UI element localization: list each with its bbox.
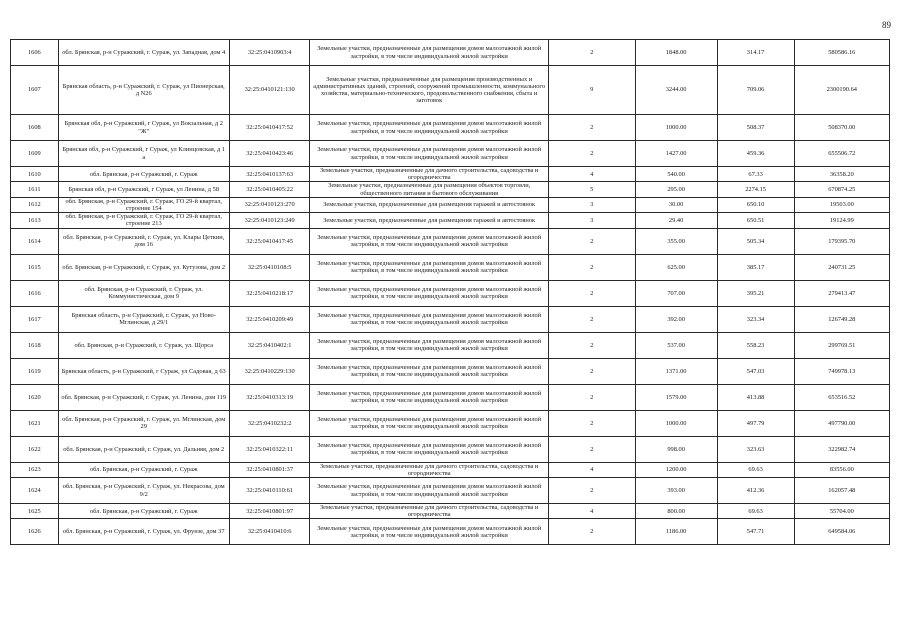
- area-cell: 800.00: [635, 504, 717, 519]
- row-number-cell: 1625: [11, 504, 59, 519]
- cadastral-value-cell: 162057.48: [794, 478, 889, 504]
- row-number-cell: 1619: [11, 358, 59, 384]
- cadastral-value-cell: 279413.47: [794, 280, 889, 306]
- cadastral-number-cell: 32:25:0410322:11: [229, 436, 310, 462]
- land-use-cell: Земельные участки, предназначенные для размещения домов малоэтажной жилой застройки, в том числе индивидуальной жилой застройки: [310, 115, 548, 141]
- row-number-cell: 1621: [11, 410, 59, 436]
- area-cell: 30.00: [635, 197, 717, 212]
- unit-price-cell: 547.71: [717, 519, 794, 545]
- table-row: [11, 66, 890, 115]
- address-cell: обл. Брянская, р-н Суражский, г. Сураж, ул. Кутузова, дом 2: [58, 254, 229, 280]
- table-row: [11, 40, 890, 66]
- table-row: [11, 197, 890, 212]
- land-use-cell: Земельные участки, предназначенные для размещения домов малоэтажной жилой застройки, в том числе индивидуальной жилой застройки: [310, 40, 548, 66]
- row-number-cell: 1618: [11, 332, 59, 358]
- table-row: [11, 384, 890, 410]
- row-number-cell: 1624: [11, 478, 59, 504]
- table-row: [11, 410, 890, 436]
- land-use-cell: Земельные участки, предназначенные для размещения производственных и административных зданий, строений, сооружений промышленности, коммунального хозяйства, материально-технического, продовольственного снабжения, сбыта и заготовок: [310, 66, 548, 115]
- area-cell: 625.00: [635, 254, 717, 280]
- row-number-cell: 1626: [11, 519, 59, 545]
- cadastral-number-cell: 32:25:0410123:270: [229, 197, 310, 212]
- table-row: [11, 280, 890, 306]
- category-code-cell: 3: [548, 213, 635, 228]
- cadastral-number-cell: 32:25:0410903:4: [229, 40, 310, 66]
- row-number-cell: 1611: [11, 182, 59, 197]
- cadastral-number-cell: 32:25:0410801:97: [229, 504, 310, 519]
- table-row: [11, 332, 890, 358]
- land-use-cell: Земельные участки, предназначенные для размещения домов малоэтажной жилой застройки, в том числе индивидуальной жилой застройки: [310, 436, 548, 462]
- address-cell: обл. Брянская, р-н Суражский, г. Сураж, ул. Мглинская, дом 29: [58, 410, 229, 436]
- area-cell: 1000.00: [635, 410, 717, 436]
- category-code-cell: 2: [548, 478, 635, 504]
- area-cell: 1848.00: [635, 40, 717, 66]
- cadastral-number-cell: 32:25:0410417:45: [229, 228, 310, 254]
- area-cell: 1579.00: [635, 384, 717, 410]
- land-register-table: [10, 39, 890, 545]
- land-use-cell: Земельные участки, предназначенные для дачного строительства, садоводства и огородничества: [310, 504, 548, 519]
- row-number-cell: 1623: [11, 462, 59, 477]
- cadastral-number-cell: 32:25:0410232:2: [229, 410, 310, 436]
- cadastral-value-cell: 126749.28: [794, 306, 889, 332]
- row-number-cell: 1612: [11, 197, 59, 212]
- table-row: [11, 519, 890, 545]
- category-code-cell: 2: [548, 384, 635, 410]
- cadastral-number-cell: 32:25:0410137:63: [229, 167, 310, 182]
- category-code-cell: 2: [548, 228, 635, 254]
- table-row: [11, 213, 890, 228]
- area-cell: 1371.00: [635, 358, 717, 384]
- land-use-cell: Земельные участки, предназначенные для размещения домов малоэтажной жилой застройки, в том числе индивидуальной жилой застройки: [310, 254, 548, 280]
- area-cell: 393.00: [635, 478, 717, 504]
- cadastral-value-cell: 649584.06: [794, 519, 889, 545]
- row-number-cell: 1616: [11, 280, 59, 306]
- cadastral-value-cell: 240731.25: [794, 254, 889, 280]
- table-row: [11, 462, 890, 477]
- area-cell: 1186.00: [635, 519, 717, 545]
- cadastral-value-cell: 179395.70: [794, 228, 889, 254]
- land-use-cell: Земельные участки, предназначенные для размещения домов малоэтажной жилой застройки, в том числе индивидуальной жилой застройки: [310, 384, 548, 410]
- table-body: [11, 40, 890, 545]
- cadastral-value-cell: 580586.16: [794, 40, 889, 66]
- cadastral-number-cell: 32:25:0410801:37: [229, 462, 310, 477]
- cadastral-number-cell: 32:25:0410110:61: [229, 478, 310, 504]
- table-row: [11, 504, 890, 519]
- address-cell: Брянская обл, р-н Суражский, г Сураж, ул Клинцовская, д 1 а: [58, 141, 229, 167]
- unit-price-cell: 709.06: [717, 66, 794, 115]
- table-row: [11, 115, 890, 141]
- land-use-cell: Земельные участки, предназначенные для дачного строительства, садоводства и огородничества: [310, 462, 548, 477]
- cadastral-number-cell: 32:25:0410402:1: [229, 332, 310, 358]
- unit-price-cell: 395.21: [717, 280, 794, 306]
- category-code-cell: 2: [548, 358, 635, 384]
- unit-price-cell: 412.36: [717, 478, 794, 504]
- land-use-cell: Земельные участки, предназначенные для размещения домов малоэтажной жилой застройки, в том числе индивидуальной жилой застройки: [310, 478, 548, 504]
- address-cell: обл. Брянская, р-н Суражский, г. Сураж, ул. Щорса: [58, 332, 229, 358]
- category-code-cell: 2: [548, 436, 635, 462]
- row-number-cell: 1606: [11, 40, 59, 66]
- cadastral-value-cell: 655506.72: [794, 141, 889, 167]
- category-code-cell: 2: [548, 40, 635, 66]
- address-cell: обл. Брянская, р-н Суражский, г. Сураж, ул. Клары Цеткин, дом 16: [58, 228, 229, 254]
- cadastral-number-cell: 32:25:0410313:19: [229, 384, 310, 410]
- address-cell: обл. Брянская, р-н Суражский, г. Сураж, ГО 29-й квартал, строение 154: [58, 197, 229, 212]
- row-number-cell: 1617: [11, 306, 59, 332]
- land-use-cell: Земельные участки, предназначенные для размещения домов малоэтажной жилой застройки, в том числе индивидуальной жилой застройки: [310, 141, 548, 167]
- unit-price-cell: 505.34: [717, 228, 794, 254]
- table-row: [11, 306, 890, 332]
- address-cell: обл. Брянская, р-н Суражский, г. Сураж, ул. Ленина, дом 119: [58, 384, 229, 410]
- address-cell: Брянская обл, р-н Суражский, г Сураж, ул Ленина, д 58: [58, 182, 229, 197]
- unit-price-cell: 650.51: [717, 213, 794, 228]
- cadastral-value-cell: 749978.13: [794, 358, 889, 384]
- unit-price-cell: 508.37: [717, 115, 794, 141]
- cadastral-value-cell: 36358.20: [794, 167, 889, 182]
- category-code-cell: 4: [548, 462, 635, 477]
- cadastral-number-cell: 32:25:0410405:22: [229, 182, 310, 197]
- category-code-cell: 4: [548, 167, 635, 182]
- area-cell: 355.00: [635, 228, 717, 254]
- category-code-cell: 3: [548, 197, 635, 212]
- address-cell: Брянская область, р-н Суражский, г. Сураж, ул Пионерская, д N26: [58, 66, 229, 115]
- row-number-cell: 1614: [11, 228, 59, 254]
- table-row: [11, 182, 890, 197]
- unit-price-cell: 385.17: [717, 254, 794, 280]
- category-code-cell: 2: [548, 306, 635, 332]
- land-use-cell: Земельные участки, предназначенные для размещения объектов торговли, общественного питания и бытового обслуживания: [310, 182, 548, 197]
- cadastral-value-cell: 497790.00: [794, 410, 889, 436]
- address-cell: обл. Брянская, р-н Суражский, г. Сураж: [58, 167, 229, 182]
- unit-price-cell: 323.34: [717, 306, 794, 332]
- cadastral-number-cell: 32:25:0410209:49: [229, 306, 310, 332]
- table-row: [11, 478, 890, 504]
- row-number-cell: 1610: [11, 167, 59, 182]
- row-number-cell: 1620: [11, 384, 59, 410]
- cadastral-value-cell: 299769.51: [794, 332, 889, 358]
- cadastral-number-cell: 32:25:0410121:130: [229, 66, 310, 115]
- land-use-cell: Земельные участки, предназначенные для дачного строительства, садоводства и огородничества: [310, 167, 548, 182]
- unit-price-cell: 2274.15: [717, 182, 794, 197]
- area-cell: 3244.00: [635, 66, 717, 115]
- category-code-cell: 2: [548, 254, 635, 280]
- area-cell: 537.00: [635, 332, 717, 358]
- cadastral-number-cell: 32:25:0410108:5: [229, 254, 310, 280]
- cadastral-value-cell: 322982.74: [794, 436, 889, 462]
- table-row: [11, 436, 890, 462]
- land-use-cell: Земельные участки, предназначенные для размещения домов малоэтажной жилой застройки, в том числе индивидуальной жилой застройки: [310, 280, 548, 306]
- unit-price-cell: 497.79: [717, 410, 794, 436]
- unit-price-cell: 314.17: [717, 40, 794, 66]
- land-use-cell: Земельные участки, предназначенные для размещения домов малоэтажной жилой застройки, в том числе индивидуальной жилой застройки: [310, 332, 548, 358]
- area-cell: 998.00: [635, 436, 717, 462]
- address-cell: обл. Брянская, р-н Суражский, г. Сураж, ул. Дальняя, дом 2: [58, 436, 229, 462]
- row-number-cell: 1622: [11, 436, 59, 462]
- land-use-cell: Земельные участки, предназначенные для размещения домов малоэтажной жилой застройки, в том числе индивидуальной жилой застройки: [310, 358, 548, 384]
- unit-price-cell: 547.03: [717, 358, 794, 384]
- unit-price-cell: 67.33: [717, 167, 794, 182]
- address-cell: Брянская обл, р-н Суражский, г Сураж, ул Вокзальная, д 2 "Ж": [58, 115, 229, 141]
- cadastral-number-cell: 32:25:0410229:130: [229, 358, 310, 384]
- cadastral-number-cell: 32:25:0410417:52: [229, 115, 310, 141]
- unit-price-cell: 558.23: [717, 332, 794, 358]
- land-use-cell: Земельные участки, предназначенные для размещения домов малоэтажной жилой застройки, в том числе индивидуальной жилой застройки: [310, 410, 548, 436]
- category-code-cell: 2: [548, 280, 635, 306]
- cadastral-value-cell: 55704.00: [794, 504, 889, 519]
- unit-price-cell: 413.88: [717, 384, 794, 410]
- category-code-cell: 2: [548, 141, 635, 167]
- cadastral-value-cell: 508370.00: [794, 115, 889, 141]
- land-use-cell: Земельные участки, предназначенные для размещения гаражей и автостоянок: [310, 197, 548, 212]
- area-cell: 1200.00: [635, 462, 717, 477]
- table-row: [11, 358, 890, 384]
- cadastral-value-cell: 19124.99: [794, 213, 889, 228]
- category-code-cell: 5: [548, 182, 635, 197]
- area-cell: 707.00: [635, 280, 717, 306]
- land-use-cell: Земельные участки, предназначенные для размещения домов малоэтажной жилой застройки, в том числе индивидуальной жилой застройки: [310, 306, 548, 332]
- unit-price-cell: 650.10: [717, 197, 794, 212]
- category-code-cell: 2: [548, 519, 635, 545]
- address-cell: обл. Брянская, р-н Суражский, г. Сураж, ул. Фрунзе, дом 37: [58, 519, 229, 545]
- area-cell: 1000.00: [635, 115, 717, 141]
- cadastral-number-cell: 32:25:0410423:46: [229, 141, 310, 167]
- cadastral-number-cell: 32:25:0410218:17: [229, 280, 310, 306]
- address-cell: обл. Брянская, р-н Суражский, г. Сураж, ул. Коммунистическая, дом 9: [58, 280, 229, 306]
- address-cell: Брянская область, р-н Суражский, г. Сураж, ул Ново-Мглинская, д 29/1: [58, 306, 229, 332]
- address-cell: обл. Брянская, р-н Суражский, г. Сураж, ГО 29-й квартал, строение 213: [58, 213, 229, 228]
- land-use-cell: Земельные участки, предназначенные для размещения домов малоэтажной жилой застройки, в том числе индивидуальной жилой застройки: [310, 228, 548, 254]
- unit-price-cell: 459.36: [717, 141, 794, 167]
- cadastral-value-cell: 670874.25: [794, 182, 889, 197]
- address-cell: обл. Брянская, р-н Суражский, г. Сураж: [58, 504, 229, 519]
- cadastral-number-cell: 32:25:0410123:249: [229, 213, 310, 228]
- area-cell: 29.40: [635, 213, 717, 228]
- area-cell: 1427.00: [635, 141, 717, 167]
- page-number: 89: [882, 20, 891, 30]
- land-use-cell: Земельные участки, предназначенные для размещения гаражей и автостоянок: [310, 213, 548, 228]
- address-cell: Брянская область, р-н Суражский, г Сураж, ул Садовая, д 63: [58, 358, 229, 384]
- row-number-cell: 1609: [11, 141, 59, 167]
- cadastral-number-cell: 32:25:0410410:6: [229, 519, 310, 545]
- area-cell: 392.00: [635, 306, 717, 332]
- unit-price-cell: 69.63: [717, 462, 794, 477]
- category-code-cell: 4: [548, 504, 635, 519]
- category-code-cell: 2: [548, 410, 635, 436]
- address-cell: обл. Брянская, р-н Суражский, г. Сураж: [58, 462, 229, 477]
- category-code-cell: 2: [548, 332, 635, 358]
- table-row: [11, 167, 890, 182]
- unit-price-cell: 323.63: [717, 436, 794, 462]
- row-number-cell: 1615: [11, 254, 59, 280]
- cadastral-value-cell: 19503.00: [794, 197, 889, 212]
- category-code-cell: 9: [548, 66, 635, 115]
- land-use-cell: Земельные участки, предназначенные для размещения домов малоэтажной жилой застройки, в том числе индивидуальной жилой застройки: [310, 519, 548, 545]
- table-row: [11, 228, 890, 254]
- cadastral-value-cell: 2300190.64: [794, 66, 889, 115]
- category-code-cell: 2: [548, 115, 635, 141]
- cadastral-value-cell: 653516.52: [794, 384, 889, 410]
- address-cell: обл. Брянская, р-н Суражский, г. Сураж, ул. Некрасова, дом 9/2: [58, 478, 229, 504]
- area-cell: 295.00: [635, 182, 717, 197]
- cadastral-value-cell: 83556.00: [794, 462, 889, 477]
- row-number-cell: 1607: [11, 66, 59, 115]
- table-row: [11, 254, 890, 280]
- area-cell: 540.00: [635, 167, 717, 182]
- unit-price-cell: 69.63: [717, 504, 794, 519]
- row-number-cell: 1608: [11, 115, 59, 141]
- address-cell: обл. Брянская, р-н Суражский, г. Сураж, ул. Западная, дом 4: [58, 40, 229, 66]
- table-row: [11, 141, 890, 167]
- row-number-cell: 1613: [11, 213, 59, 228]
